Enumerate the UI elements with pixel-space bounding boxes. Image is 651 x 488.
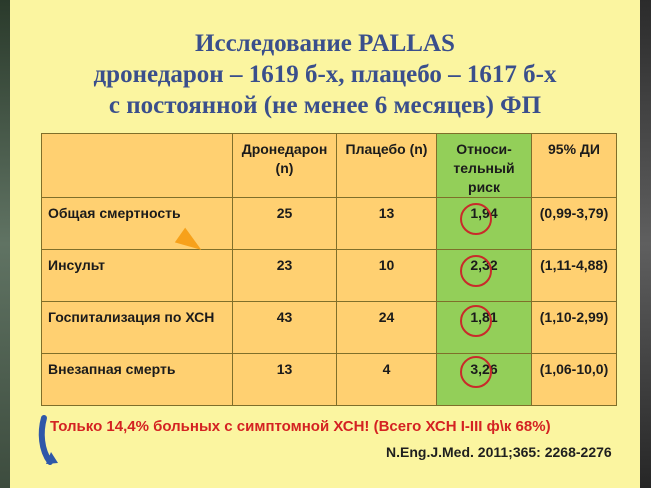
row-placebo-cell: 4 [337, 354, 437, 406]
left-background-strip [0, 0, 10, 488]
risk-circle-icon [460, 356, 492, 388]
row-drone-cell: 13 [233, 354, 337, 406]
pallas-table [41, 133, 617, 406]
row-ci-cell: (1,11-4,88) [532, 250, 617, 302]
table-row [42, 250, 617, 302]
row-ci-cell: (1,10-2,99) [532, 302, 617, 354]
row-ci-cell: (1,06-10,0) [532, 354, 617, 406]
presentation-slide [10, 0, 640, 488]
title-line-3: с постоянной (не менее 6 месяцев) ФП [108, 92, 542, 119]
row-risk-cell: 1,94 [437, 198, 532, 250]
title-line-1: Исследование PALLAS [195, 30, 455, 57]
row-placebo-cell: 10 [337, 250, 437, 302]
row-placebo-cell: 24 [337, 302, 437, 354]
risk-circle-icon [460, 203, 492, 235]
title-line-2: дронедарон – 1619 б-х, плацебо – 1617 б-х [93, 61, 557, 88]
footer-note: Только 14,4% больных с симптомной ХСН! (Всего ХСН I-III ф\к 68%) [50, 418, 551, 435]
header-drone: Дронедарон (n) [233, 134, 337, 198]
row-risk-cell: 1,81 [437, 302, 532, 354]
header-confidence-interval: 95% ДИ [532, 134, 617, 198]
row-drone-cell: 23 [233, 250, 337, 302]
table-row [42, 354, 617, 406]
row-label-cell: Внезапная смерть [42, 354, 233, 406]
table-row [42, 302, 617, 354]
row-label-cell: Госпитализация по ХСН [42, 302, 233, 354]
row-label-cell: Инсульт [42, 250, 233, 302]
table-row [42, 198, 617, 250]
header-placebo: Плацебо (n) [337, 134, 437, 198]
citation: N.Eng.J.Med. 2011;365: 2268-2276 [386, 444, 612, 460]
row-drone-cell: 25 [233, 198, 337, 250]
row-drone-cell: 43 [233, 302, 337, 354]
table-header-row [42, 134, 617, 198]
row-placebo-cell: 13 [337, 198, 437, 250]
slide-title [10, 28, 640, 121]
risk-circle-icon [460, 255, 492, 287]
right-background-strip [640, 0, 651, 488]
header-relative-risk: Относи-тельный риск [437, 134, 532, 198]
row-label-cell: Общая смертность [42, 198, 233, 250]
row-risk-cell: 2,32 [437, 250, 532, 302]
row-risk-cell: 3,26 [437, 354, 532, 406]
header-empty-cell [42, 134, 233, 198]
risk-circle-icon [460, 305, 492, 337]
row-ci-cell: (0,99-3,79) [532, 198, 617, 250]
